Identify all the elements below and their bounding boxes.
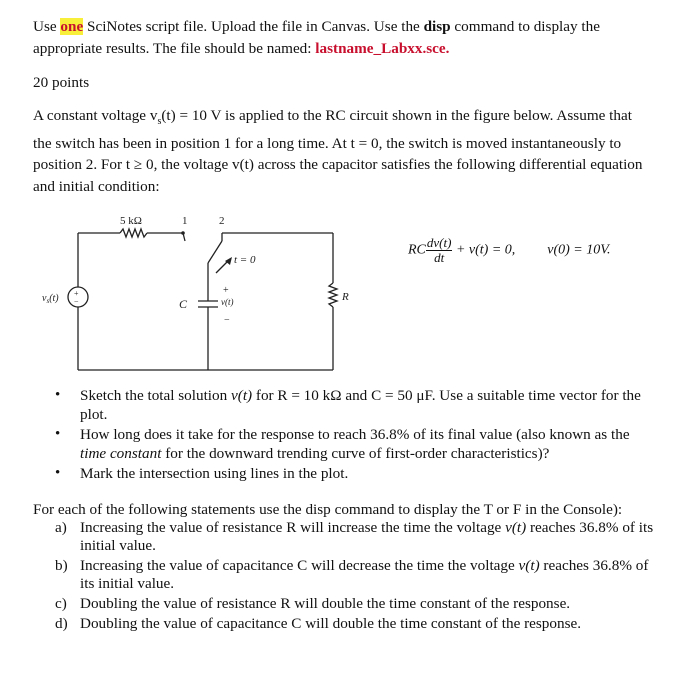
resistor-5k-label: 5 kΩ	[120, 215, 142, 227]
switch-position-2: 2	[219, 215, 225, 227]
differential-equation	[408, 236, 611, 265]
questions-intro: For each of the following statements use the disp command to display the T or F in the Console):	[33, 501, 623, 518]
filename: lastname_Labxx.sce.	[315, 39, 450, 57]
switch-time-label: t = 0	[234, 254, 256, 266]
capacitor-plus: +	[223, 285, 229, 296]
list-item: • How long does it take for the response to reach 36.8% of its final value (also known as the time constant for the downward trending curve of first-order characteristics)?	[55, 425, 655, 463]
node-dot	[181, 231, 185, 235]
points-label: 20 points	[33, 74, 90, 91]
list-item: b) Increasing the value of capacitance C will decrease the time the voltage v(t) reaches 36.8% of its initial value.	[55, 557, 649, 592]
initial-condition: v(0) = 10V.	[547, 242, 611, 258]
problem-statement	[33, 105, 653, 197]
instructions-header	[33, 16, 651, 59]
list-item: a) Increasing the value of resistance R will increase the time the voltage v(t) reaches 36.8% of its initial value.	[55, 519, 654, 554]
capacitor-minus: −	[224, 315, 230, 326]
eq-numerator: dv(t)	[426, 235, 452, 250]
true-false-questions	[55, 519, 655, 635]
highlight-one: one	[60, 18, 84, 35]
header-text: SciNotes script file. Upload the file in Canvas. Use the	[83, 18, 424, 35]
switch-position-1: 1	[182, 215, 188, 227]
list-item: c) Doubling the value of resistance R will double the time constant of the response.	[55, 595, 571, 612]
capacitor-voltage-label: v(t)	[221, 297, 234, 307]
source-plus: +	[74, 289, 79, 298]
eq-rest: + v(t) = 0,	[452, 242, 516, 258]
resistor-r-label: R	[342, 291, 349, 303]
problem-text: (t) = 10 V is applied to the RC circuit shown in the figure below. Assume that the switch has been in position 1 for a long time. At t = 0, the switch is moved instantaneously to position 2. For t ≥ 0, the voltage v(t) across the capacitor satisfies the following differential equation and initial condition:	[33, 107, 643, 195]
eq-denominator: dt	[434, 250, 445, 265]
list-item: • Mark the intersection using lines in the plot.	[55, 464, 655, 483]
task-bullet-list	[55, 386, 655, 484]
header-text: Use	[33, 18, 61, 35]
capacitor-label: C	[179, 297, 188, 311]
rc-circuit-diagram	[20, 205, 380, 385]
eq-rc: RC	[408, 242, 426, 258]
source-label: $v_s(t)$	[42, 293, 59, 305]
problem-subscript: s	[157, 116, 162, 128]
disp-keyword: disp	[423, 18, 451, 35]
header-text: command to display the appropriate results. The file should be named:	[33, 18, 600, 57]
list-item: d) Doubling the value of capacitance C will double the time constant of the response.	[55, 615, 582, 632]
derivative-fraction	[426, 236, 453, 265]
list-item: • Sketch the total solution v(t) for R = 10 kΩ and C = 50 μF. Use a suitable time vector for the plot.	[55, 386, 655, 424]
problem-text: A constant voltage v	[33, 107, 158, 124]
source-minus: −	[74, 297, 79, 306]
